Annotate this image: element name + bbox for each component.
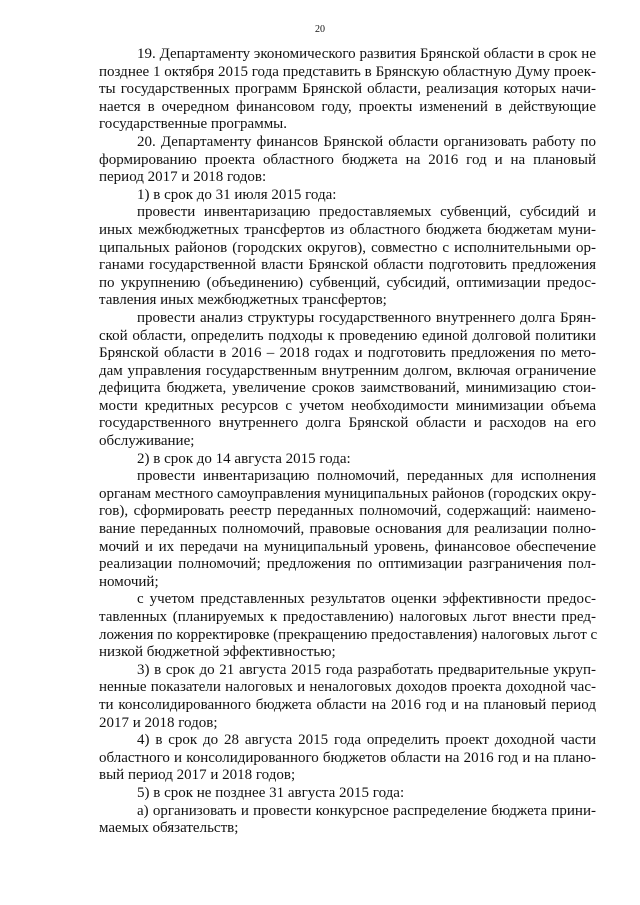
text-line: провести инвентаризацию полномочий, переданных для исполнения — [137, 468, 596, 485]
text-line: с учетом представленных результатов оценки эффективности предос- — [137, 591, 596, 608]
text-line: ненные показатели налоговых и неналоговых доходов проекта доходной час- — [99, 679, 596, 696]
text-line: реализации полномочий; предложения по оптимизации разграничения пол- — [99, 556, 596, 573]
text-line: 19. Департаменту экономического развития Брянской области в срок не — [137, 46, 596, 62]
text-line: 5) в срок не позднее 31 августа 2015 года: — [137, 784, 405, 801]
text-line: период 2017 и 2018 годов: — [99, 169, 267, 186]
text-line: 2) в срок до 14 августа 2015 года: — [137, 450, 351, 467]
text-line: гов), сформировать реестр переданных полномочий, содержащий: наимено- — [99, 503, 596, 520]
text-line: позднее 1 октября 2015 года представить в Брянскую областную Думу проек- — [99, 63, 596, 80]
text-line: ганами государственной власти Брянской области подготовить предложения — [99, 257, 596, 274]
text-line: областного и консолидированного бюджетов области на 2016 год и на плано- — [99, 749, 596, 766]
text-line: 1) в срок до 31 июля 2015 года: — [137, 186, 337, 203]
text-line: государственного внутреннего долга Брянской области и расходов на его — [99, 415, 596, 432]
text-line: низкой бюджетной эффективностью; — [99, 644, 336, 661]
text-line: Брянской области в 2016 – 2018 годах и подготовить предложения по мето- — [99, 345, 596, 362]
text-line: ской области, определить подходы к проведению единой долговой политики — [99, 327, 596, 344]
text-line: мочий и их передачи на муниципальный уровень, финансовое обеспечение — [99, 538, 596, 555]
page-number: 20 — [315, 24, 325, 35]
text-line: провести анализ структуры государственного внутреннего долга Брян- — [137, 309, 596, 326]
text-line: 20. Департаменту финансов Брянской области организовать работу по — [137, 133, 596, 150]
text-line: вание переданных полномочий, правовые основания для реализации полно- — [99, 521, 596, 538]
text-line: по укрупнению (объединению) субвенций, субсидий, оптимизации предос- — [99, 274, 596, 291]
text-line: ти консолидированного бюджета области на 2016 год и на плановый период — [99, 696, 596, 713]
text-line: 4) в срок до 28 августа 2015 года определить проект доходной части — [137, 732, 596, 749]
text-line: тавленных (планируемых к предоставлению) налоговых льгот внести пред- — [99, 609, 596, 625]
text-line: обслуживание; — [99, 433, 195, 450]
text-line: формированию проекта областного бюджета на 2016 год и на плановый — [99, 151, 596, 168]
text-line: провести инвентаризацию предоставляемых субвенций, субсидий и — [137, 204, 596, 221]
text-line: дефицита бюджета, увеличение сроков заимствований, минимизацию стои- — [99, 380, 596, 397]
text-line: тавления иных межбюджетных трансфертов; — [99, 292, 387, 309]
text-line: ты государственных программ Брянской области, реализация которых начи- — [99, 81, 596, 98]
text-line: номочий; — [99, 573, 159, 590]
text-line: дам управления государственным внутренним долгом, включая ограничение — [99, 362, 596, 379]
text-line: 3) в срок до 21 августа 2015 года разработать предварительные укруп- — [137, 661, 596, 678]
text-line: ложения по корректировке (прекращению предоставления) налоговых льгот с — [99, 626, 598, 643]
text-line: маемых обязательств; — [99, 820, 239, 837]
document-body — [99, 46, 596, 838]
text-line: нается в очередном финансовом году, проекты изменений в действующие — [99, 98, 596, 115]
text-line: а) организовать и провести конкурсное распределение бюджета прини- — [137, 802, 596, 819]
text-line: мости кредитных ресурсов с учетом необходимости минимизации объема — [99, 397, 596, 414]
text-line: вый период 2017 и 2018 годов; — [99, 767, 296, 784]
text-line: иных межбюджетных трансфертов из областного бюджета бюджетам муни- — [99, 221, 596, 238]
text-line: органам местного самоуправления муниципальных районов (городских окру- — [99, 485, 597, 502]
text-line: ципальных районов (городских округов), совместно с исполнительными ор- — [99, 239, 596, 256]
text-line: 2017 и 2018 годов; — [99, 714, 218, 731]
text-line: государственные программы. — [99, 116, 288, 133]
